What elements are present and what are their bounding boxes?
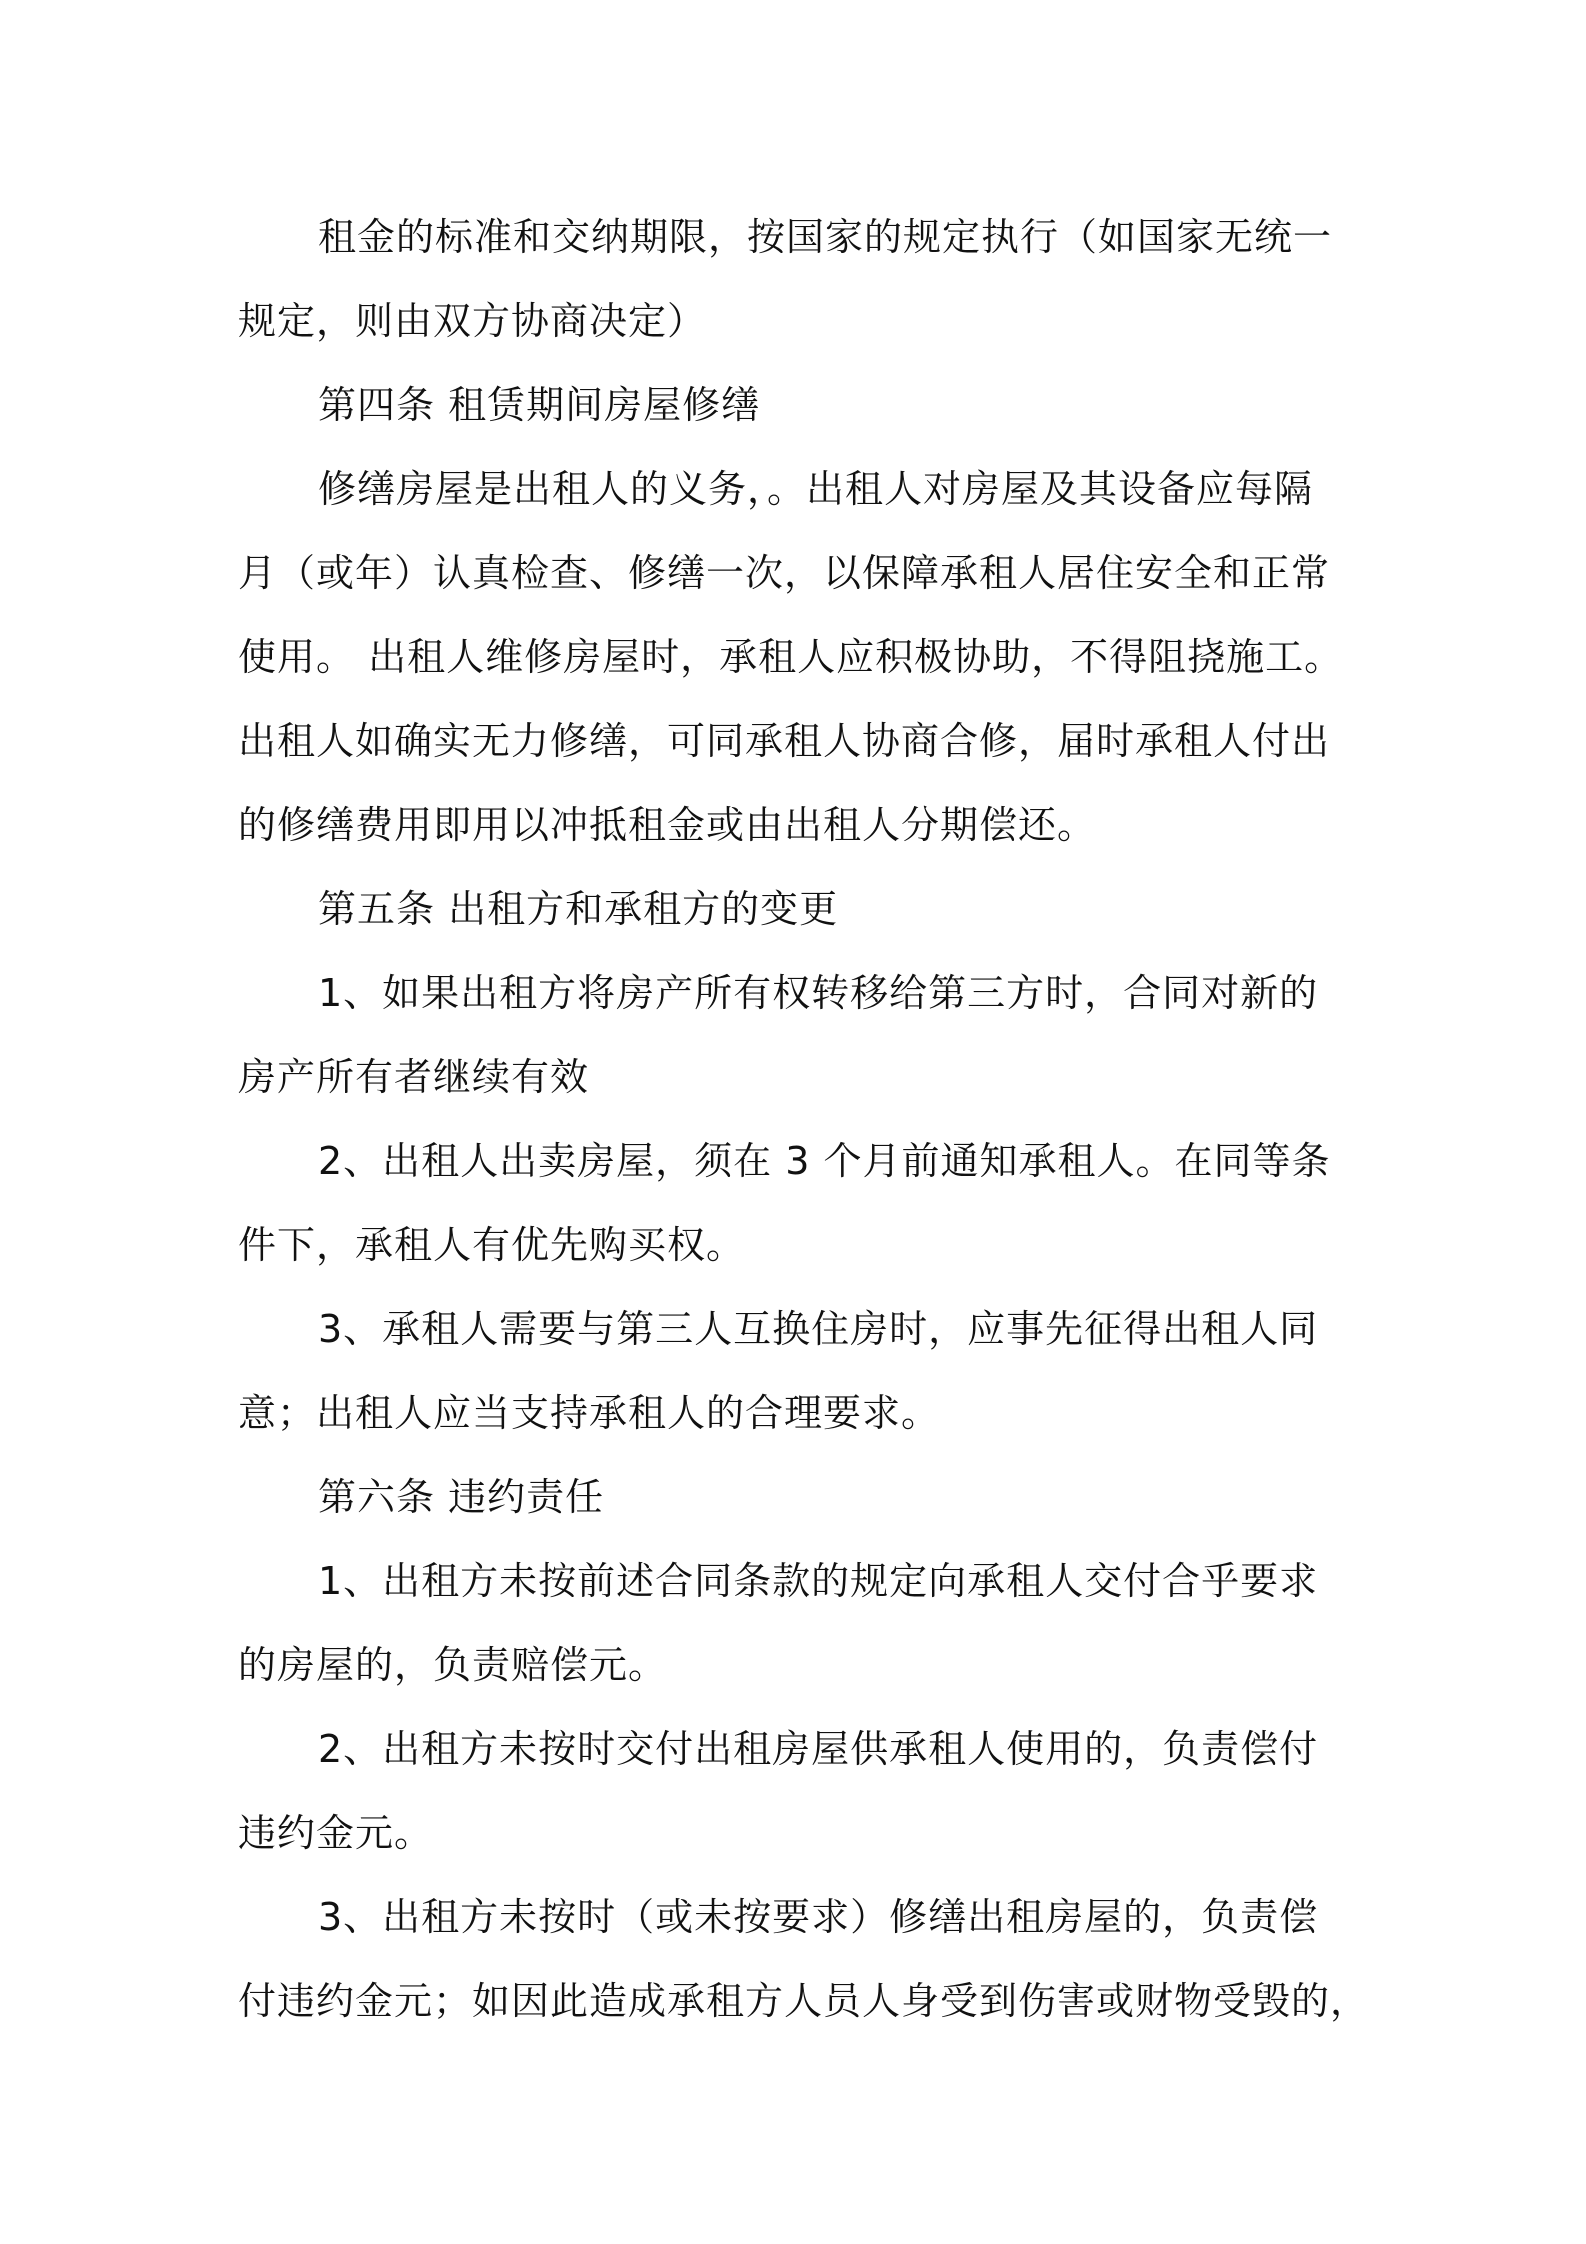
- paragraph-article-6-item-2: [238, 1707, 1368, 1875]
- paragraph-article-6-item-3: [238, 1875, 1368, 2043]
- paragraph-article-4-body: [238, 447, 1368, 867]
- section-heading: 第四条 租赁期间房屋修缮: [318, 383, 761, 427]
- text-line: 2、出租人出卖房屋，须在 3 个月前通知承租人。在同等条: [318, 1139, 1331, 1183]
- text-line: 修缮房屋是出租人的义务，。出租人对房屋及其设备应每隔: [318, 467, 1314, 511]
- text-line: 3、出租方未按时（或未按要求）修缮出租房屋的，负责偿: [318, 1895, 1319, 1939]
- document-body: [238, 195, 1368, 2043]
- text-line: 1、出租方未按前述合同条款的规定向承租人交付合乎要求: [318, 1559, 1319, 1603]
- text-line: 出租人如确实无力修缮，可同承租人协商合修，届时承租人付出: [238, 719, 1331, 763]
- article-4-heading: [238, 363, 1368, 447]
- article-5-heading: [238, 867, 1368, 951]
- text-line: 规定，则由双方协商决定）: [238, 299, 707, 343]
- text-line: 1、如果出租方将房产所有权转移给第三方时，合同对新的: [318, 971, 1319, 1015]
- text-line: 月（或年）认真检查、修缮一次，以保障承租人居住安全和正常: [238, 551, 1331, 595]
- text-line: 的房屋的，负责赔偿元。: [238, 1643, 668, 1687]
- paragraph-article-6-item-1: [238, 1539, 1368, 1707]
- paragraph-article-5-item-1: [238, 951, 1368, 1119]
- text-line: 房产所有者继续有效: [238, 1055, 590, 1099]
- section-heading: 第六条 违约责任: [318, 1475, 605, 1519]
- text-line: 租金的标准和交纳期限，按国家的规定执行（如国家无统一: [318, 215, 1333, 259]
- paragraph-article-5-item-2: [238, 1119, 1368, 1287]
- paragraph-rent-standard: [238, 195, 1368, 363]
- section-heading: 第五条 出租方和承租方的变更: [318, 887, 839, 931]
- text-line: 使用。 出租人维修房屋时，承租人应积极协助，不得阻挠施工。: [238, 635, 1344, 679]
- text-line: 3、承租人需要与第三人互换住房时，应事先征得出租人同: [318, 1307, 1319, 1351]
- article-6-heading: [238, 1455, 1368, 1539]
- text-line: 意；出租人应当支持承租人的合理要求。: [238, 1391, 941, 1435]
- text-line: 2、出租方未按时交付出租房屋供承租人使用的，负责偿付: [318, 1727, 1319, 1771]
- text-line: 付违约金元；如因此造成承租方人员人身受到伤害或财物受毁的，: [238, 1979, 1370, 2023]
- text-line: 的修缮费用即用以冲抵租金或由出租人分期偿还。: [238, 803, 1097, 847]
- text-line: 件下，承租人有优先购买权。: [238, 1223, 746, 1267]
- text-line: 违约金元。: [238, 1811, 434, 1855]
- paragraph-article-5-item-3: [238, 1287, 1368, 1455]
